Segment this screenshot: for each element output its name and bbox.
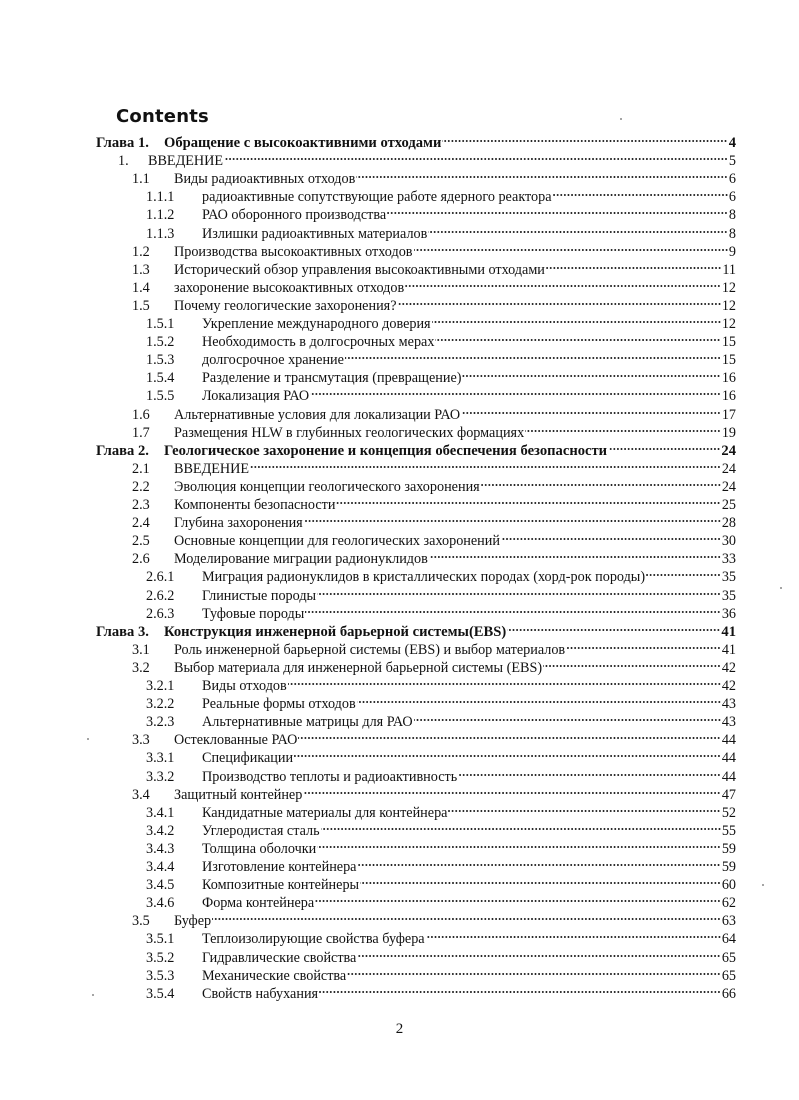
toc-entry-number: 1.: [118, 153, 129, 170]
scan-speck: [620, 118, 622, 120]
toc-entry-page: 24: [721, 460, 736, 477]
toc-entry: [146, 749, 736, 767]
toc-entry-page: 17: [721, 406, 736, 423]
toc-entry-number: 1.1: [132, 171, 150, 188]
toc-entry-title: радиоактивные сопутствующие работе ядерного реактора: [202, 189, 552, 206]
toc-entry: [146, 333, 736, 351]
toc-entry-number: 3.3: [132, 732, 150, 749]
toc-entry-title: Укрепление международного доверия: [202, 316, 431, 332]
toc-entry: [132, 514, 736, 532]
toc-entry: [146, 876, 736, 894]
toc-entry-title: Производство теплоты и радиоактивность: [202, 768, 458, 785]
toc-entry-page: 15: [721, 334, 736, 351]
toc-entry-number: 1.5.4: [146, 370, 175, 387]
toc-entry-title: Защитный контейнер: [174, 786, 303, 803]
toc-entry: [146, 949, 736, 967]
dot-leader: [360, 880, 721, 886]
toc-entry: [132, 659, 736, 677]
toc-entry-title: долгосрочное хранение: [202, 352, 344, 369]
dot-leader: [525, 428, 721, 434]
toc-entry-page: 5: [728, 153, 736, 170]
toc-entry-title: Конструкция инженерной барьерной системы(EBS): [164, 623, 507, 640]
dot-leader: [345, 355, 721, 361]
toc-entry-number: 1.5.3: [146, 352, 175, 369]
toc-entry: [146, 768, 736, 786]
dot-leader: [321, 826, 721, 832]
toc-entry-page: 55: [721, 822, 736, 839]
dot-leader: [387, 210, 728, 216]
toc-entry-page: 41: [721, 623, 736, 640]
toc-entry-page: 35: [721, 587, 736, 604]
toc-entry-title: ВВЕДЕНИЕ: [148, 153, 224, 170]
toc-entry-number: 3.4.2: [146, 822, 175, 839]
toc-entry: [146, 840, 736, 858]
dot-leader: [315, 898, 721, 904]
dot-leader: [608, 446, 720, 452]
toc-entry-title: захоронение высокоактивных отходов: [174, 279, 405, 296]
toc-entry-title: Обращение с высокоактивними отходами: [164, 135, 442, 151]
dot-leader: [428, 229, 728, 235]
toc-entry-page: 35: [721, 569, 736, 586]
toc-entry: [132, 170, 736, 188]
dot-leader: [435, 337, 720, 343]
toc-entry-number: 1.5.2: [146, 334, 175, 351]
toc-entry-page: 6: [728, 189, 736, 206]
toc-entry-page: 16: [721, 370, 736, 387]
toc-entry: [132, 297, 736, 315]
dot-leader: [317, 844, 721, 850]
dot-leader: [347, 971, 721, 977]
toc-entry: [132, 243, 736, 261]
toc-entry-title: Исторический обзор управления высокоактивными отходами: [174, 261, 545, 278]
toc-entry-page: 36: [721, 605, 736, 622]
dot-leader: [319, 989, 721, 995]
toc-entry-number: 2.3: [132, 497, 150, 513]
toc-entry-number: 1.5: [132, 297, 150, 314]
toc-entry: [132, 550, 736, 568]
toc-entry-title: ВВЕДЕНИЕ: [174, 460, 250, 477]
toc-entry-number: 3.5.3: [146, 967, 175, 984]
toc-entry-title: Почему геологические захоронения?: [174, 297, 397, 314]
dot-leader: [432, 319, 721, 325]
toc-entry-page: 65: [721, 967, 736, 984]
toc-entry-page: 42: [721, 678, 736, 694]
toc-entry: [146, 822, 736, 840]
toc-entry-number: 3.4.6: [146, 895, 175, 912]
toc-entry-title: Альтернативные условия для локализации РАО: [174, 406, 461, 423]
contents-heading: Contents: [116, 106, 209, 127]
toc-entry-page: 16: [721, 388, 736, 405]
toc-entry-title: Основные концепции для геологических захоронений: [174, 533, 500, 550]
toc-entry: [146, 695, 736, 713]
toc-entry-title: Виды радиоактивных отходов: [174, 171, 356, 188]
toc-entry-number: 2.2: [132, 478, 150, 495]
toc-entry-page: 24: [721, 442, 736, 459]
toc-entry-page: 66: [721, 985, 736, 1002]
toc-entry: [146, 587, 736, 605]
toc-entry-number: 2.6: [132, 551, 150, 568]
toc-entry-title: Эволюция концепции геологического захоронения: [174, 478, 480, 495]
scan-speck: [762, 884, 764, 886]
toc-entry-page: 43: [721, 714, 736, 731]
toc-entry-number: 3.2.1: [146, 678, 175, 694]
dot-leader: [317, 591, 721, 597]
toc-entry-page: 63: [721, 913, 736, 930]
toc-chapter-entry: [96, 442, 736, 460]
toc-entry: [146, 930, 736, 948]
toc-entry-number: 1.2: [132, 243, 150, 260]
toc-entry-number: 3.4.5: [146, 877, 175, 894]
toc-entry-title: Геологическое захоронение и концепция обеспечения безопасности: [164, 442, 608, 459]
toc-entry-page: 47: [721, 786, 736, 803]
dot-leader: [462, 373, 720, 379]
dot-leader: [507, 627, 720, 633]
toc-entry-number: 1.4: [132, 279, 150, 296]
dot-leader: [458, 772, 721, 778]
dot-leader: [566, 645, 721, 651]
toc-entry-number: 3.5: [132, 913, 150, 930]
toc-entry-number: 1.1.2: [146, 207, 175, 224]
toc-entry-number: 3.4.3: [146, 840, 175, 857]
toc-entry-title: Композитные контейнеры: [202, 877, 360, 894]
toc-entry-page: 28: [721, 515, 736, 532]
dot-leader: [224, 156, 728, 162]
toc-entry-title: Роль инженерной барьерной системы (EBS) и выбор материалов: [174, 641, 566, 658]
dot-leader: [357, 862, 720, 868]
toc-entry-number: 3.3.2: [146, 768, 175, 785]
toc-entry-number: 3.4.1: [146, 804, 175, 821]
toc-entry: [132, 478, 736, 496]
toc-entry: [146, 804, 736, 822]
toc-entry-number: 3.2.3: [146, 714, 175, 731]
toc-entry-number: 3.2: [132, 659, 150, 676]
toc-entry: [146, 967, 736, 985]
dot-leader: [357, 699, 721, 705]
dot-leader: [426, 934, 721, 940]
toc-entry: [146, 713, 736, 731]
toc-entry: [146, 351, 736, 369]
toc-entry-title: Толщина оболочки: [202, 840, 317, 857]
toc-chapter-entry: [96, 134, 736, 152]
dot-leader: [288, 681, 721, 687]
toc-entry-title: Разделение и трансмутация (превращение): [202, 370, 462, 387]
toc-entry-title: Свойств набухания: [202, 985, 319, 1002]
toc-entry: [118, 152, 736, 170]
toc-entry-page: 44: [721, 750, 736, 767]
toc-entry-number: 2.4: [132, 515, 150, 532]
toc-entry-number: 3.5.1: [146, 931, 175, 948]
toc-entry-number: 2.1: [132, 460, 150, 477]
toc-entry-page: 42: [721, 659, 736, 676]
toc-entry-page: 6: [728, 171, 736, 188]
dot-leader: [250, 464, 721, 470]
toc-entry-number: 3.1: [132, 641, 150, 658]
dot-leader: [546, 265, 721, 271]
dot-leader: [304, 518, 721, 524]
toc-entry-page: 12: [721, 297, 736, 314]
toc-entry-title: Производства высокоактивных отходов: [174, 243, 413, 260]
toc-entry-page: 64: [721, 931, 736, 948]
toc-entry: [146, 985, 736, 1003]
toc-entry-page: 65: [721, 949, 736, 966]
toc-entry-page: 43: [721, 696, 736, 713]
toc-entry-number: 3.4.4: [146, 859, 175, 875]
toc-entry: [146, 858, 736, 876]
dot-leader: [543, 663, 721, 669]
dot-leader: [414, 717, 721, 723]
toc-entry-number: 1.3: [132, 261, 150, 278]
toc-entry-page: 60: [721, 877, 736, 894]
dot-leader: [461, 410, 721, 416]
dot-leader: [481, 482, 721, 488]
toc-entry-number: 1.1.3: [146, 225, 175, 242]
toc-entry-page: 52: [721, 804, 736, 821]
dot-leader: [429, 554, 721, 560]
toc-entry: [146, 188, 736, 206]
toc-entry: [146, 315, 736, 333]
dot-leader: [398, 301, 721, 307]
toc-entry-title: Остеклованные РАО: [174, 732, 298, 749]
toc-entry-number: 1.5.1: [146, 316, 175, 332]
toc-entry-page: 33: [721, 551, 736, 568]
toc-entry-title: Кандидатные материалы для контейнера: [202, 804, 448, 821]
toc-chapter-entry: [96, 623, 736, 641]
dot-leader: [553, 192, 728, 198]
dot-leader: [310, 391, 721, 397]
toc-entry-number: 3.4: [132, 786, 150, 803]
toc-entry-page: 44: [721, 732, 736, 749]
toc-entry-page: 19: [721, 424, 736, 441]
toc-entry-title: Механические свойства: [202, 967, 347, 984]
toc-entry-number: 1.5.5: [146, 388, 175, 405]
toc-entry-number: Глава 1.: [96, 135, 149, 151]
toc-entry-page: 9: [728, 243, 736, 260]
toc-entry: [132, 786, 736, 804]
toc-entry: [146, 605, 736, 623]
toc-entry: [146, 206, 736, 224]
toc-entry-page: 59: [721, 840, 736, 857]
toc-entry-page: 4: [728, 135, 736, 151]
toc-entry-title: Реальные формы отходов: [202, 696, 356, 713]
toc-entry-title: Излишки радиоактивных материалов: [202, 225, 428, 242]
page-number: 2: [395, 1021, 404, 1037]
toc-entry-number: 2.6.2: [146, 587, 175, 604]
toc-entry: [146, 369, 736, 387]
toc-entry-number: 2.6.3: [146, 605, 175, 622]
toc-entry: [132, 424, 736, 442]
dot-leader: [442, 138, 727, 144]
toc-entry: [132, 912, 736, 930]
toc-entry-title: Размещения HLW в глубинных геологических формациях: [174, 424, 525, 441]
toc-entry-number: 3.5.4: [146, 985, 175, 1002]
toc-entry-title: Туфовые породы: [202, 605, 305, 622]
dot-leader: [357, 953, 720, 959]
toc-entry-title: Компоненты безопасности: [174, 497, 336, 513]
toc-entry: [146, 225, 736, 243]
toc-entry-title: Альтернативные матрицы для РАО: [202, 714, 413, 731]
toc-entry-number: 2.6.1: [146, 569, 175, 586]
dot-leader: [405, 283, 721, 289]
toc-entry-number: 3.5.2: [146, 949, 175, 966]
toc-entry-number: 1.6: [132, 406, 150, 423]
toc-entry-page: 12: [721, 316, 736, 332]
dot-leader: [356, 174, 728, 180]
toc-entry: [132, 641, 736, 659]
toc-entry-title: Теплоизолирующие свойства буфера: [202, 931, 425, 948]
toc-entry-page: 15: [721, 352, 736, 369]
dot-leader: [294, 753, 721, 759]
toc-entry: [132, 731, 736, 749]
toc-entry: [132, 261, 736, 279]
toc-entry-title: Локализация РАО: [202, 388, 310, 405]
toc-entry-page: 59: [721, 859, 736, 875]
toc-entry: [146, 894, 736, 912]
dot-leader: [336, 500, 720, 506]
toc-entry-page: 41: [721, 641, 736, 658]
dot-leader: [414, 247, 728, 253]
toc-entry-title: Буфер: [174, 913, 212, 930]
toc-entry-page: 44: [721, 768, 736, 785]
toc-entry-number: 3.2.2: [146, 696, 175, 713]
dot-leader: [298, 735, 720, 741]
scan-speck: [92, 994, 94, 996]
dot-leader: [305, 609, 721, 615]
toc-entry-title: Необходимость в долгосрочных мерах: [202, 334, 435, 351]
toc-entry: [132, 406, 736, 424]
toc-entry-page: 24: [721, 478, 736, 495]
toc-entry-page: 12: [721, 279, 736, 296]
toc-entry: [132, 460, 736, 478]
toc-entry-title: Углеродистая сталь: [202, 822, 320, 839]
toc-entry-title: Выбор материала для инженерной барьерной системы (EBS): [174, 659, 543, 676]
toc-entry: [146, 568, 736, 586]
scan-speck: [780, 587, 782, 589]
toc-entry-page: 8: [728, 225, 736, 242]
toc-entry: [146, 387, 736, 405]
dot-leader: [212, 916, 721, 922]
toc-entry: [132, 279, 736, 297]
toc-entry-number: Глава 2.: [96, 442, 149, 459]
toc-entry-title: Изготовление контейнера: [202, 859, 357, 875]
toc-entry-number: Глава 3.: [96, 623, 149, 640]
toc-entry-page: 30: [721, 533, 736, 550]
toc-entry-title: Форма контейнера: [202, 895, 315, 912]
toc-entry-number: 2.5: [132, 533, 150, 550]
dot-leader: [303, 790, 720, 796]
toc-entry-number: 1.1.1: [146, 189, 175, 206]
toc-entry-title: РАО оборонного производства: [202, 207, 387, 224]
toc-entry: [146, 677, 736, 695]
toc-entry-page: 11: [722, 261, 736, 278]
toc-entry-number: 3.3.1: [146, 750, 175, 767]
toc-entry-page: 8: [728, 207, 736, 224]
toc-entry-page: 25: [721, 497, 736, 513]
dot-leader: [501, 536, 721, 542]
toc-entry-number: 1.7: [132, 424, 150, 441]
scan-speck: [87, 738, 89, 740]
toc-entry: [132, 496, 736, 514]
toc-entry-title: Миграция радионуклидов в кристаллических породах (хорд-рок породы): [202, 569, 646, 586]
toc-entry-title: Глубина захоронения: [174, 515, 303, 532]
toc-entry-title: Виды отходов: [202, 678, 287, 694]
toc-entry-title: Глинистые породы: [202, 587, 317, 604]
toc-entry-page: 62: [721, 895, 736, 912]
toc-entry-title: Моделирование миграции радионуклидов: [174, 551, 428, 568]
toc-entry-title: Гидравлические свойства: [202, 949, 357, 966]
toc-entry: [132, 532, 736, 550]
dot-leader: [448, 808, 720, 814]
dot-leader: [646, 572, 721, 578]
toc-entry-title: Спецификации: [202, 750, 294, 767]
